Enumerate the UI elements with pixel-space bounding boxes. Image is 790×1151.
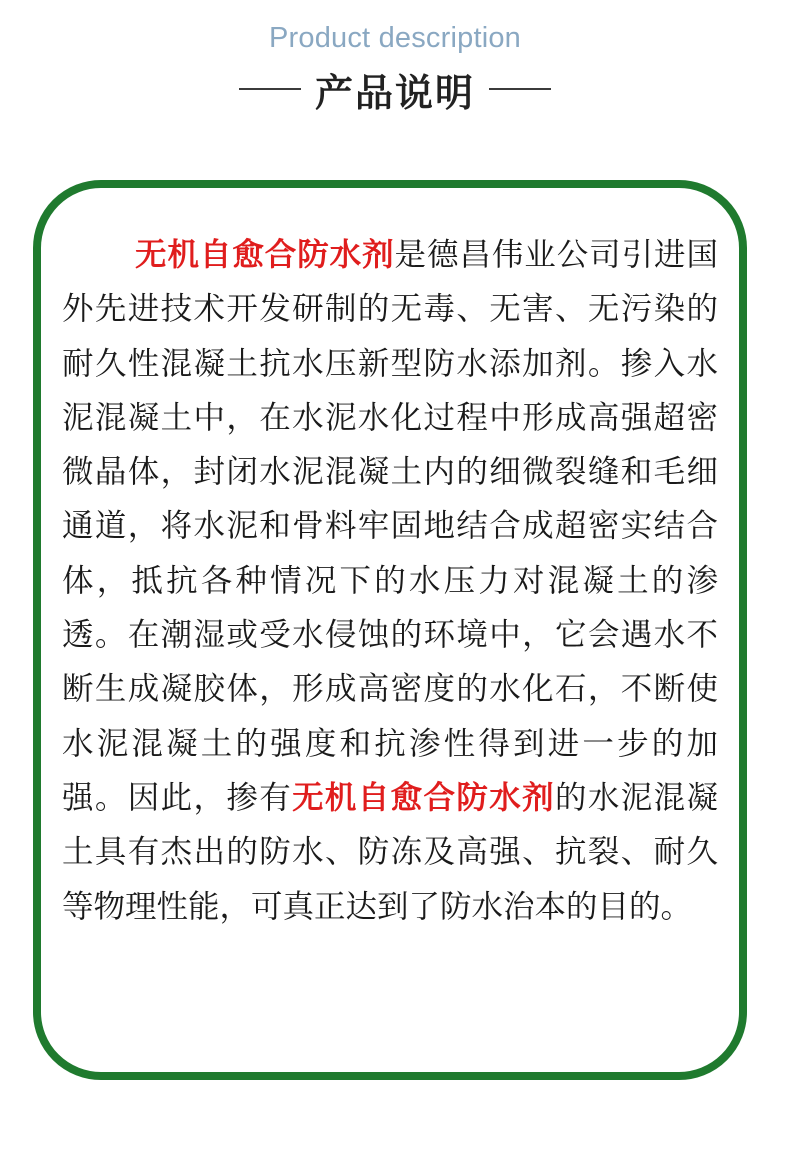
title-rule-left (239, 88, 301, 90)
description-text-2: 的水泥混凝土具有杰出的防水、防冻及高强、抗裂、耐久等物理性能，可真正达到了防水治本的目的。 (62, 779, 718, 925)
description-paragraph (62, 228, 718, 934)
product-name-highlight: 无机自愈合防水剂 (135, 237, 395, 273)
title-rule-right (489, 88, 551, 90)
section-title-en: Product description (268, 22, 522, 54)
section-title-row (0, 62, 790, 116)
description-text-1: 是德昌伟业公司引进国外先进技术开发研制的无毒、无害、无污染的耐久性混凝土抗水压新型防水添加剂。掺入水泥混凝土中，在水泥水化过程中形成高强超密微晶体，封闭水泥混凝土内的细微裂缝和毛细通道，将水泥和骨料牢固地结合成超密实结合体，抵抗各种情况下的水压力对混凝土的渗透。在潮湿或受水侵蚀的环境中，它会遇水不断生成凝胶体，形成高密度的水化石，不断使水泥混凝土的强度和抗渗性得到进一步的加强。因此，掺有 (62, 237, 718, 816)
product-name-highlight-2: 无机自愈合防水剂 (292, 779, 555, 816)
section-title-cn: 产品说明 (314, 70, 475, 115)
